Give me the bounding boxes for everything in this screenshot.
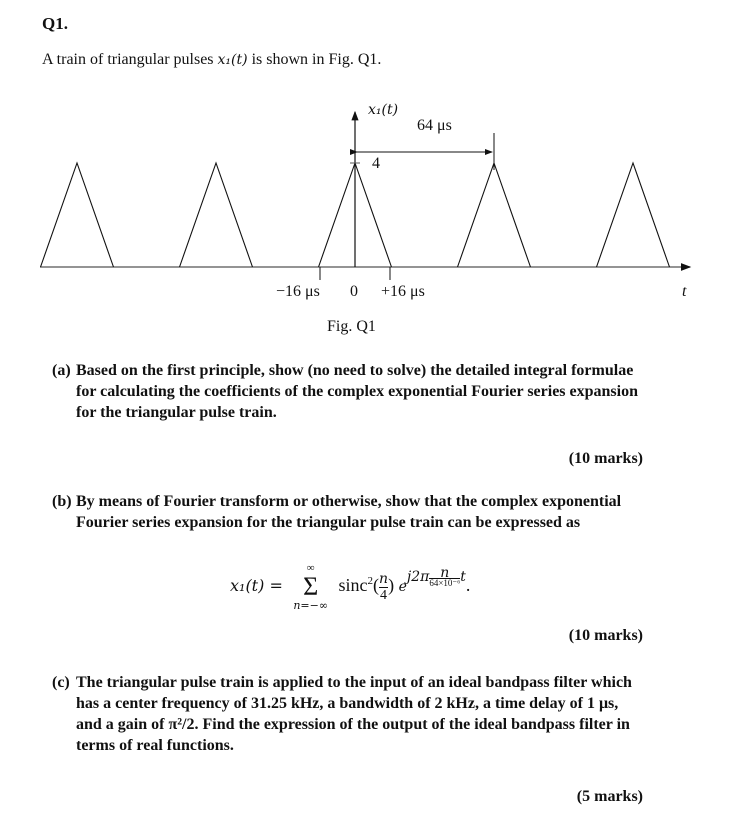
part-c-text: The triangular pulse train is applied to the input of an ideal bandpass filter which has a center frequency of 31.25 kHz, a bandwidth of 2 kHz, a time delay of 1 μs, and a gain of π²/2. Find the expression of the output of the ideal bandpass filter in terms of real functions. bbox=[76, 674, 632, 754]
exp-base: e bbox=[398, 579, 407, 596]
figure-caption: Fig. Q1 bbox=[327, 318, 376, 335]
period-label: 64 μs bbox=[417, 117, 452, 134]
formula-end: . bbox=[465, 575, 471, 596]
part-b bbox=[52, 491, 646, 533]
part-c-label: (c) bbox=[52, 674, 70, 691]
frac-num: n bbox=[379, 570, 389, 587]
tick-label-zero: 0 bbox=[350, 283, 358, 300]
sum-upper: ∞ bbox=[306, 562, 315, 574]
exp-frac-num: n bbox=[429, 569, 460, 579]
part-a-label: (a) bbox=[52, 362, 71, 379]
intro-after: is shown in Fig. Q1. bbox=[247, 51, 382, 68]
frac-den: 4 bbox=[380, 587, 388, 603]
sinc-square: 2 bbox=[367, 575, 374, 588]
exp-frac bbox=[429, 565, 461, 589]
part-b-text: By means of Fourier transform or otherwise, show that the complex exponential Fourier series expansion for the triangular pulse train can be expressed as bbox=[76, 493, 622, 531]
part-a-text: Based on the first principle, show (no need to solve) the detailed integral formulae for calculating the coefficients of the complex exponential Fourier series expansion for the triangular pulse train. bbox=[76, 362, 638, 421]
x-axis-label: t bbox=[682, 283, 687, 300]
triangular-pulse bbox=[597, 163, 670, 267]
sinc: sinc bbox=[338, 575, 368, 596]
part-a-marks: (10 marks) bbox=[568, 450, 643, 467]
triangular-pulse bbox=[41, 163, 114, 267]
fourier-series-formula: x₁(t) = ∞ Σ n=−∞ sinc$^2$( $\frac{n}{4}$ ) $e^{j2\pi \frac{n}{\text{64×10⁻⁶}} t}$. bbox=[230, 562, 471, 612]
sum-sign: Σ bbox=[303, 572, 319, 601]
exp-power: j2π bbox=[406, 569, 430, 586]
part-b-marks: (10 marks) bbox=[568, 627, 643, 644]
question-number: Q1. bbox=[42, 14, 68, 33]
triangular-pulse bbox=[458, 163, 531, 267]
tick-label-minus16: −16 μs bbox=[276, 283, 320, 300]
part-c-marks: (5 marks) bbox=[576, 788, 643, 805]
intro-before: A train of triangular pulses bbox=[42, 51, 218, 68]
figure-q1 bbox=[0, 0, 735, 340]
triangular-pulse bbox=[180, 163, 253, 267]
intro-symbol: x₁(t) bbox=[217, 52, 248, 68]
exp-frac-den: 64×10⁻⁶ bbox=[429, 578, 461, 589]
tick-label-plus16: +16 μs bbox=[381, 283, 425, 300]
sum-lower: n=−∞ bbox=[293, 599, 329, 612]
part-c bbox=[52, 672, 646, 756]
formula-lhs: x₁(t) = bbox=[230, 576, 283, 596]
y-axis-label: x₁(t) bbox=[368, 102, 399, 118]
peak-label: 4 bbox=[372, 155, 380, 172]
sinc-argument bbox=[379, 572, 388, 603]
part-b-label: (b) bbox=[52, 493, 72, 510]
exp-t: t bbox=[460, 569, 466, 586]
part-a bbox=[52, 360, 646, 423]
summation bbox=[293, 562, 328, 612]
